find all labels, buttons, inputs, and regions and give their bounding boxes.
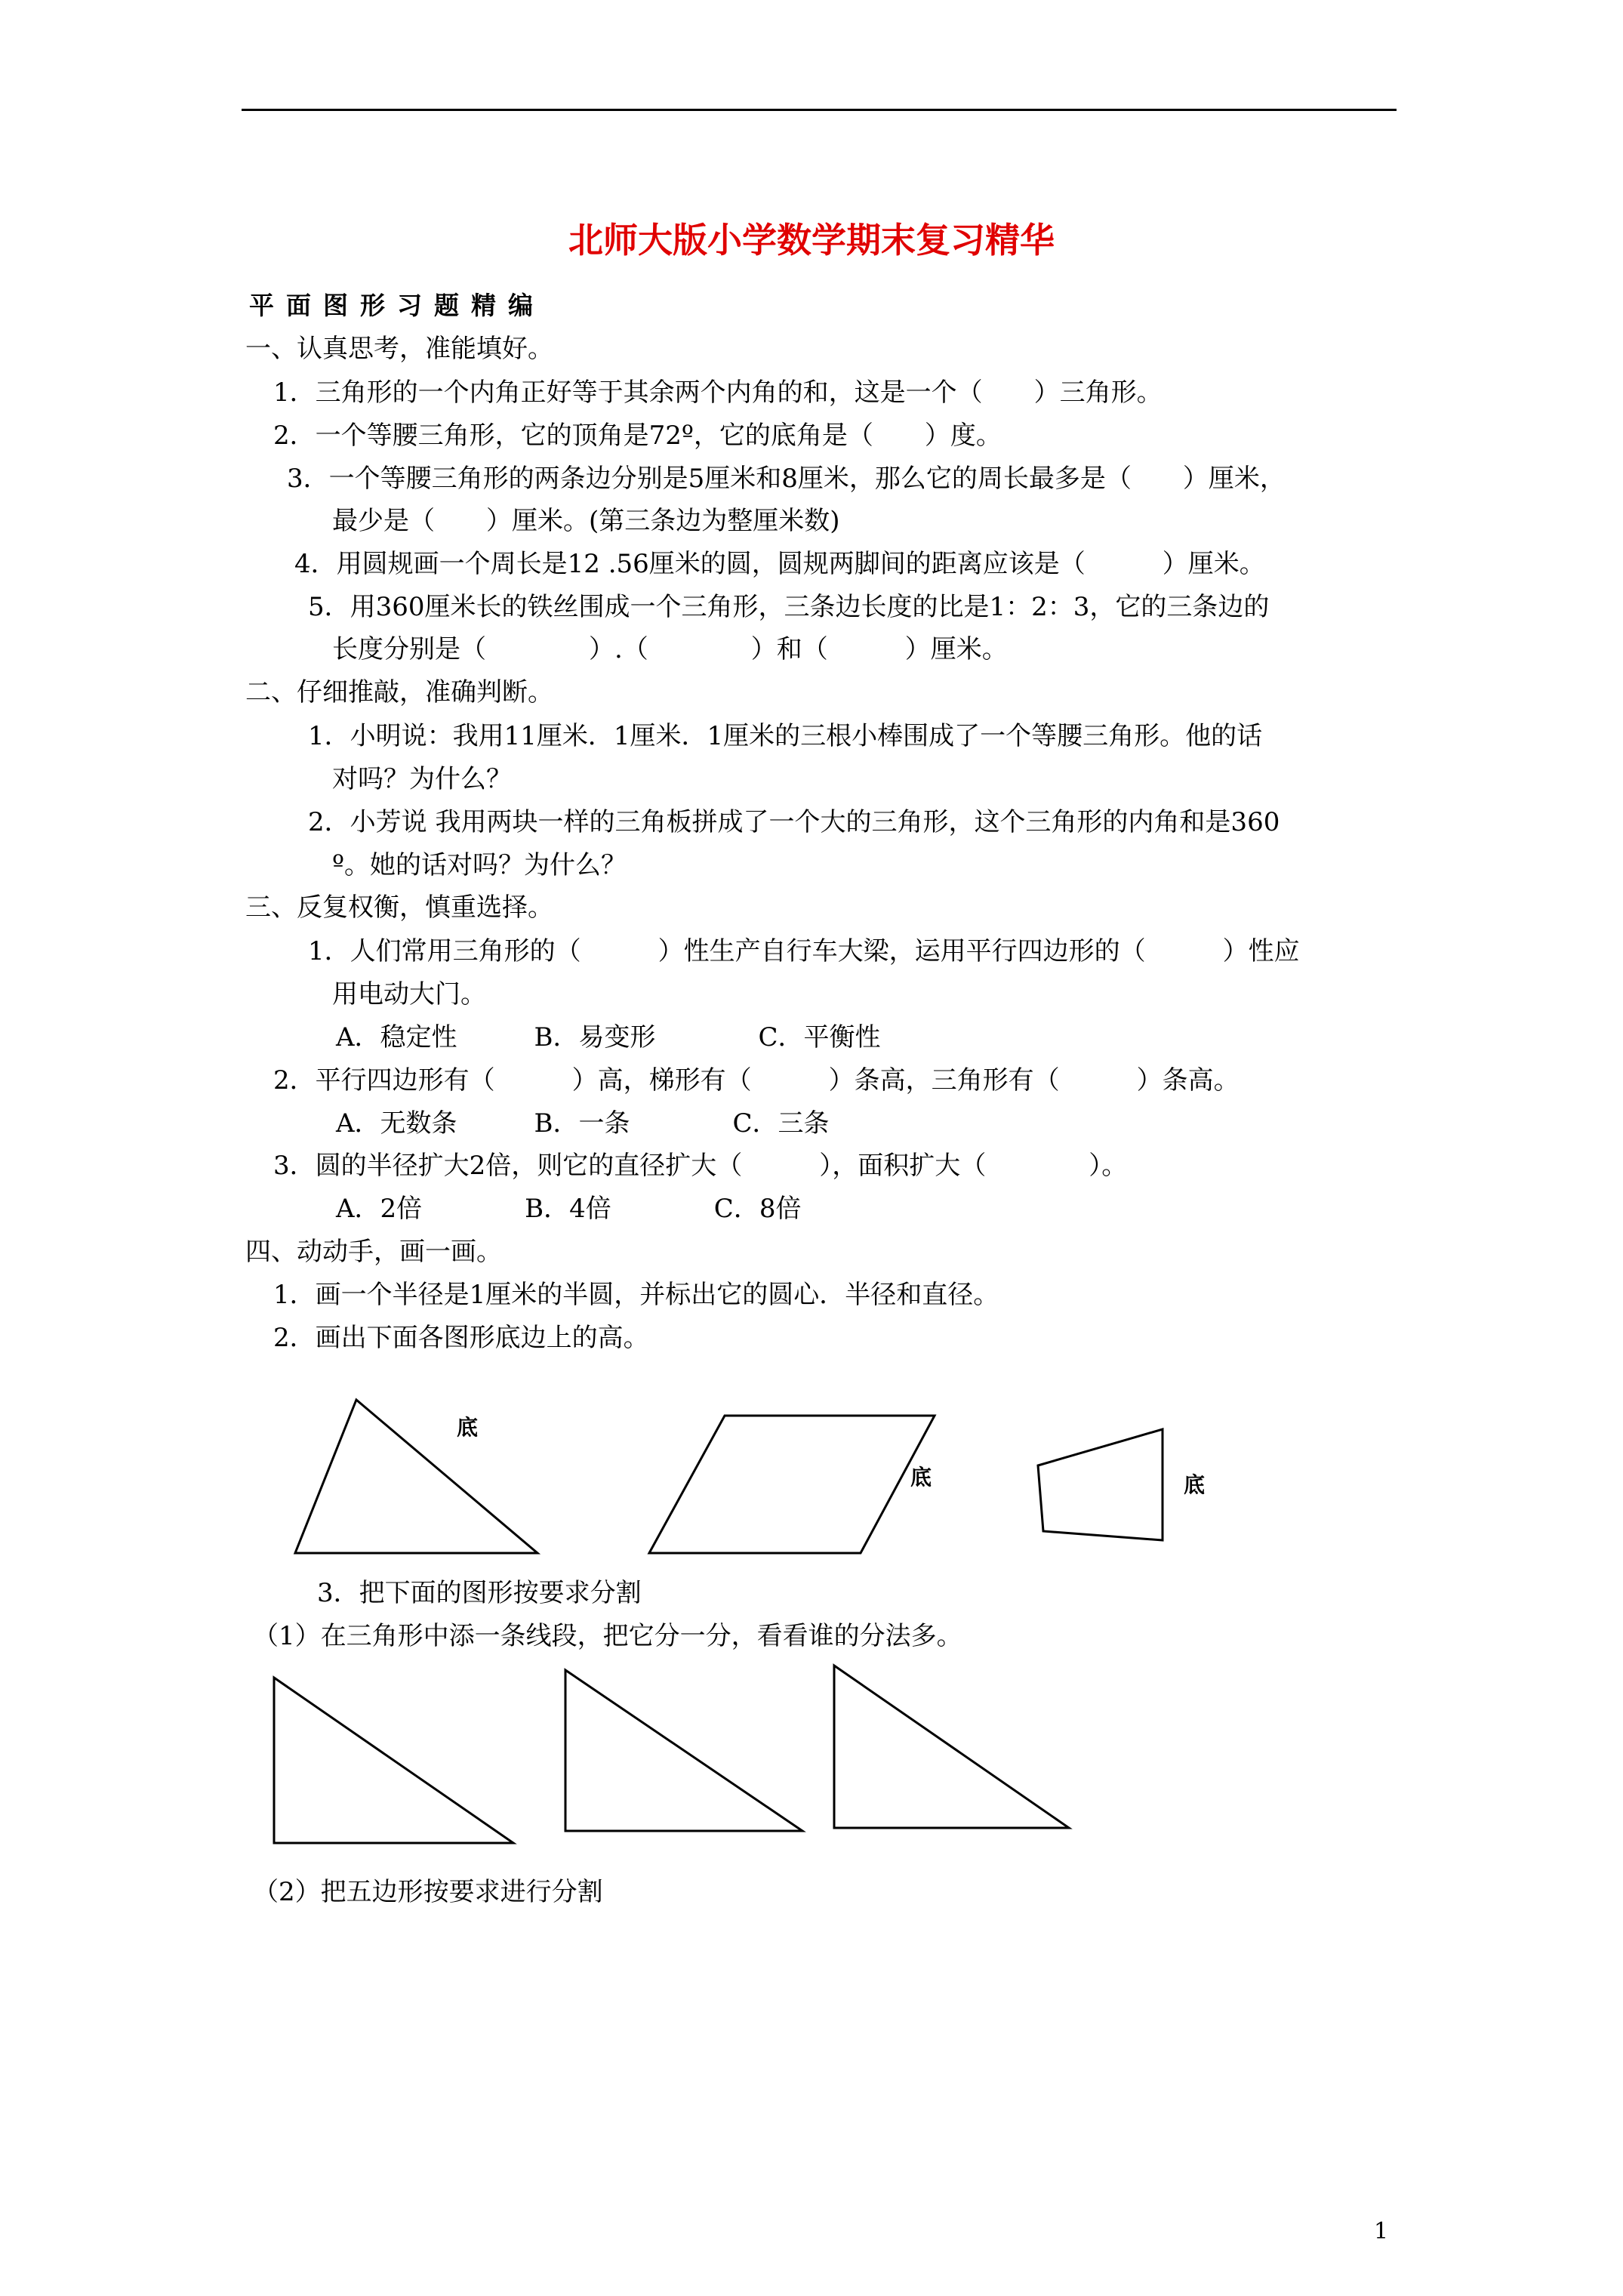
s2-question-1-line-2: 对吗？为什么？ — [332, 764, 512, 794]
s1-question-3-line-2: 最少是（ ）厘米。(第三条边为整厘米数) — [332, 506, 840, 536]
trapezoid-figure — [1038, 1429, 1163, 1540]
s3-question-3: 3．圆的半径扩大2倍，则它的直径扩大（ ），面积扩大（ ）。 — [273, 1151, 1128, 1181]
triangle-figure — [295, 1400, 537, 1553]
section-4-heading: 四、动动手，画一画。 — [245, 1237, 502, 1267]
header-rule — [242, 109, 1397, 111]
page-title: 北师大版小学数学期末复习精华 — [568, 220, 1055, 260]
s1-question-4: 4．用圆规画一个周长是12 .56厘米的圆，圆规两脚间的距离应该是（ ）厘米。 — [294, 549, 1265, 579]
division-triangle-3 — [834, 1666, 1069, 1828]
s3-question-1-line-2: 用电动大门。 — [332, 979, 486, 1009]
s1-question-2: 2．一个等腰三角形，它的顶角是72º，它的底角是（ ）度。 — [273, 421, 1002, 451]
s3-question-2-options: A．无数条 B．一条 C．三条 — [336, 1108, 830, 1139]
s1-question-1: 1．三角形的一个内角正好等于其余两个内角的和，这是一个（ ）三角形。 — [273, 378, 1163, 408]
s3-question-3-options: A．2倍 B．4倍 C．8倍 — [336, 1194, 802, 1224]
s1-question-3-line-1: 3．一个等腰三角形的两条边分别是5厘米和8厘米，那么它的周长最多是（ ）厘米， — [287, 464, 1286, 494]
s4-question-1: 1．画一个半径是1厘米的半圆，并标出它的圆心．半径和直径。 — [273, 1280, 999, 1310]
s1-question-5-line-2: 长度分别是（ ）.（ ）和（ ）厘米。 — [332, 634, 1008, 664]
s2-question-2-line-1: 2．小芳说 我用两块一样的三角板拼成了一个大的三角形，这个三角形的内角和是360 — [308, 807, 1280, 837]
s4-question-3-part-2: （2）把五边形按要求进行分割 — [253, 1877, 603, 1907]
parallelogram-figure — [649, 1416, 935, 1553]
section-2-heading: 二、仔细推敲，准确判断。 — [245, 677, 553, 707]
division-triangle-2 — [565, 1670, 802, 1831]
division-triangle-1 — [274, 1678, 513, 1843]
s2-question-1-line-1: 1．小明说：我用11厘米．1厘米．1厘米的三根小棒围成了一个等腰三角形。他的话 — [308, 721, 1263, 751]
page-number: 1 — [1374, 2218, 1389, 2245]
base-label-triangle: 底 — [457, 1415, 479, 1440]
s1-question-5-line-1: 5．用360厘米长的铁丝围成一个三角形，三条边长度的比是1：2：3，它的三条边的 — [308, 592, 1270, 622]
s2-question-2-line-2: º。她的话对吗？为什么？ — [332, 850, 627, 880]
s3-question-2: 2．平行四边形有（ ）高，梯形有（ ）条高，三角形有（ ）条高。 — [273, 1065, 1240, 1096]
s3-question-1-options: A．稳定性 B．易变形 C．平衡性 — [336, 1022, 881, 1052]
base-label-trapezoid: 底 — [1184, 1472, 1206, 1497]
section-3-heading: 三、反复权衡，慎重选择。 — [245, 892, 553, 923]
s4-question-3: 3．把下面的图形按要求分割 — [317, 1578, 642, 1608]
s3-question-1-line-1: 1．人们常用三角形的（ ）性生产自行车大梁，运用平行四边形的（ ）性应 — [308, 936, 1300, 966]
s4-question-3-part-1: （1）在三角形中添一条线段，把它分一分，看看谁的分法多。 — [253, 1621, 962, 1651]
subtitle: 平面图形习题精编 — [249, 291, 545, 320]
base-label-parallelogram: 底 — [910, 1465, 932, 1490]
section-1-heading: 一、认真思考，准能填好。 — [245, 334, 553, 364]
s4-question-2: 2．画出下面各图形底边上的高。 — [273, 1323, 649, 1353]
